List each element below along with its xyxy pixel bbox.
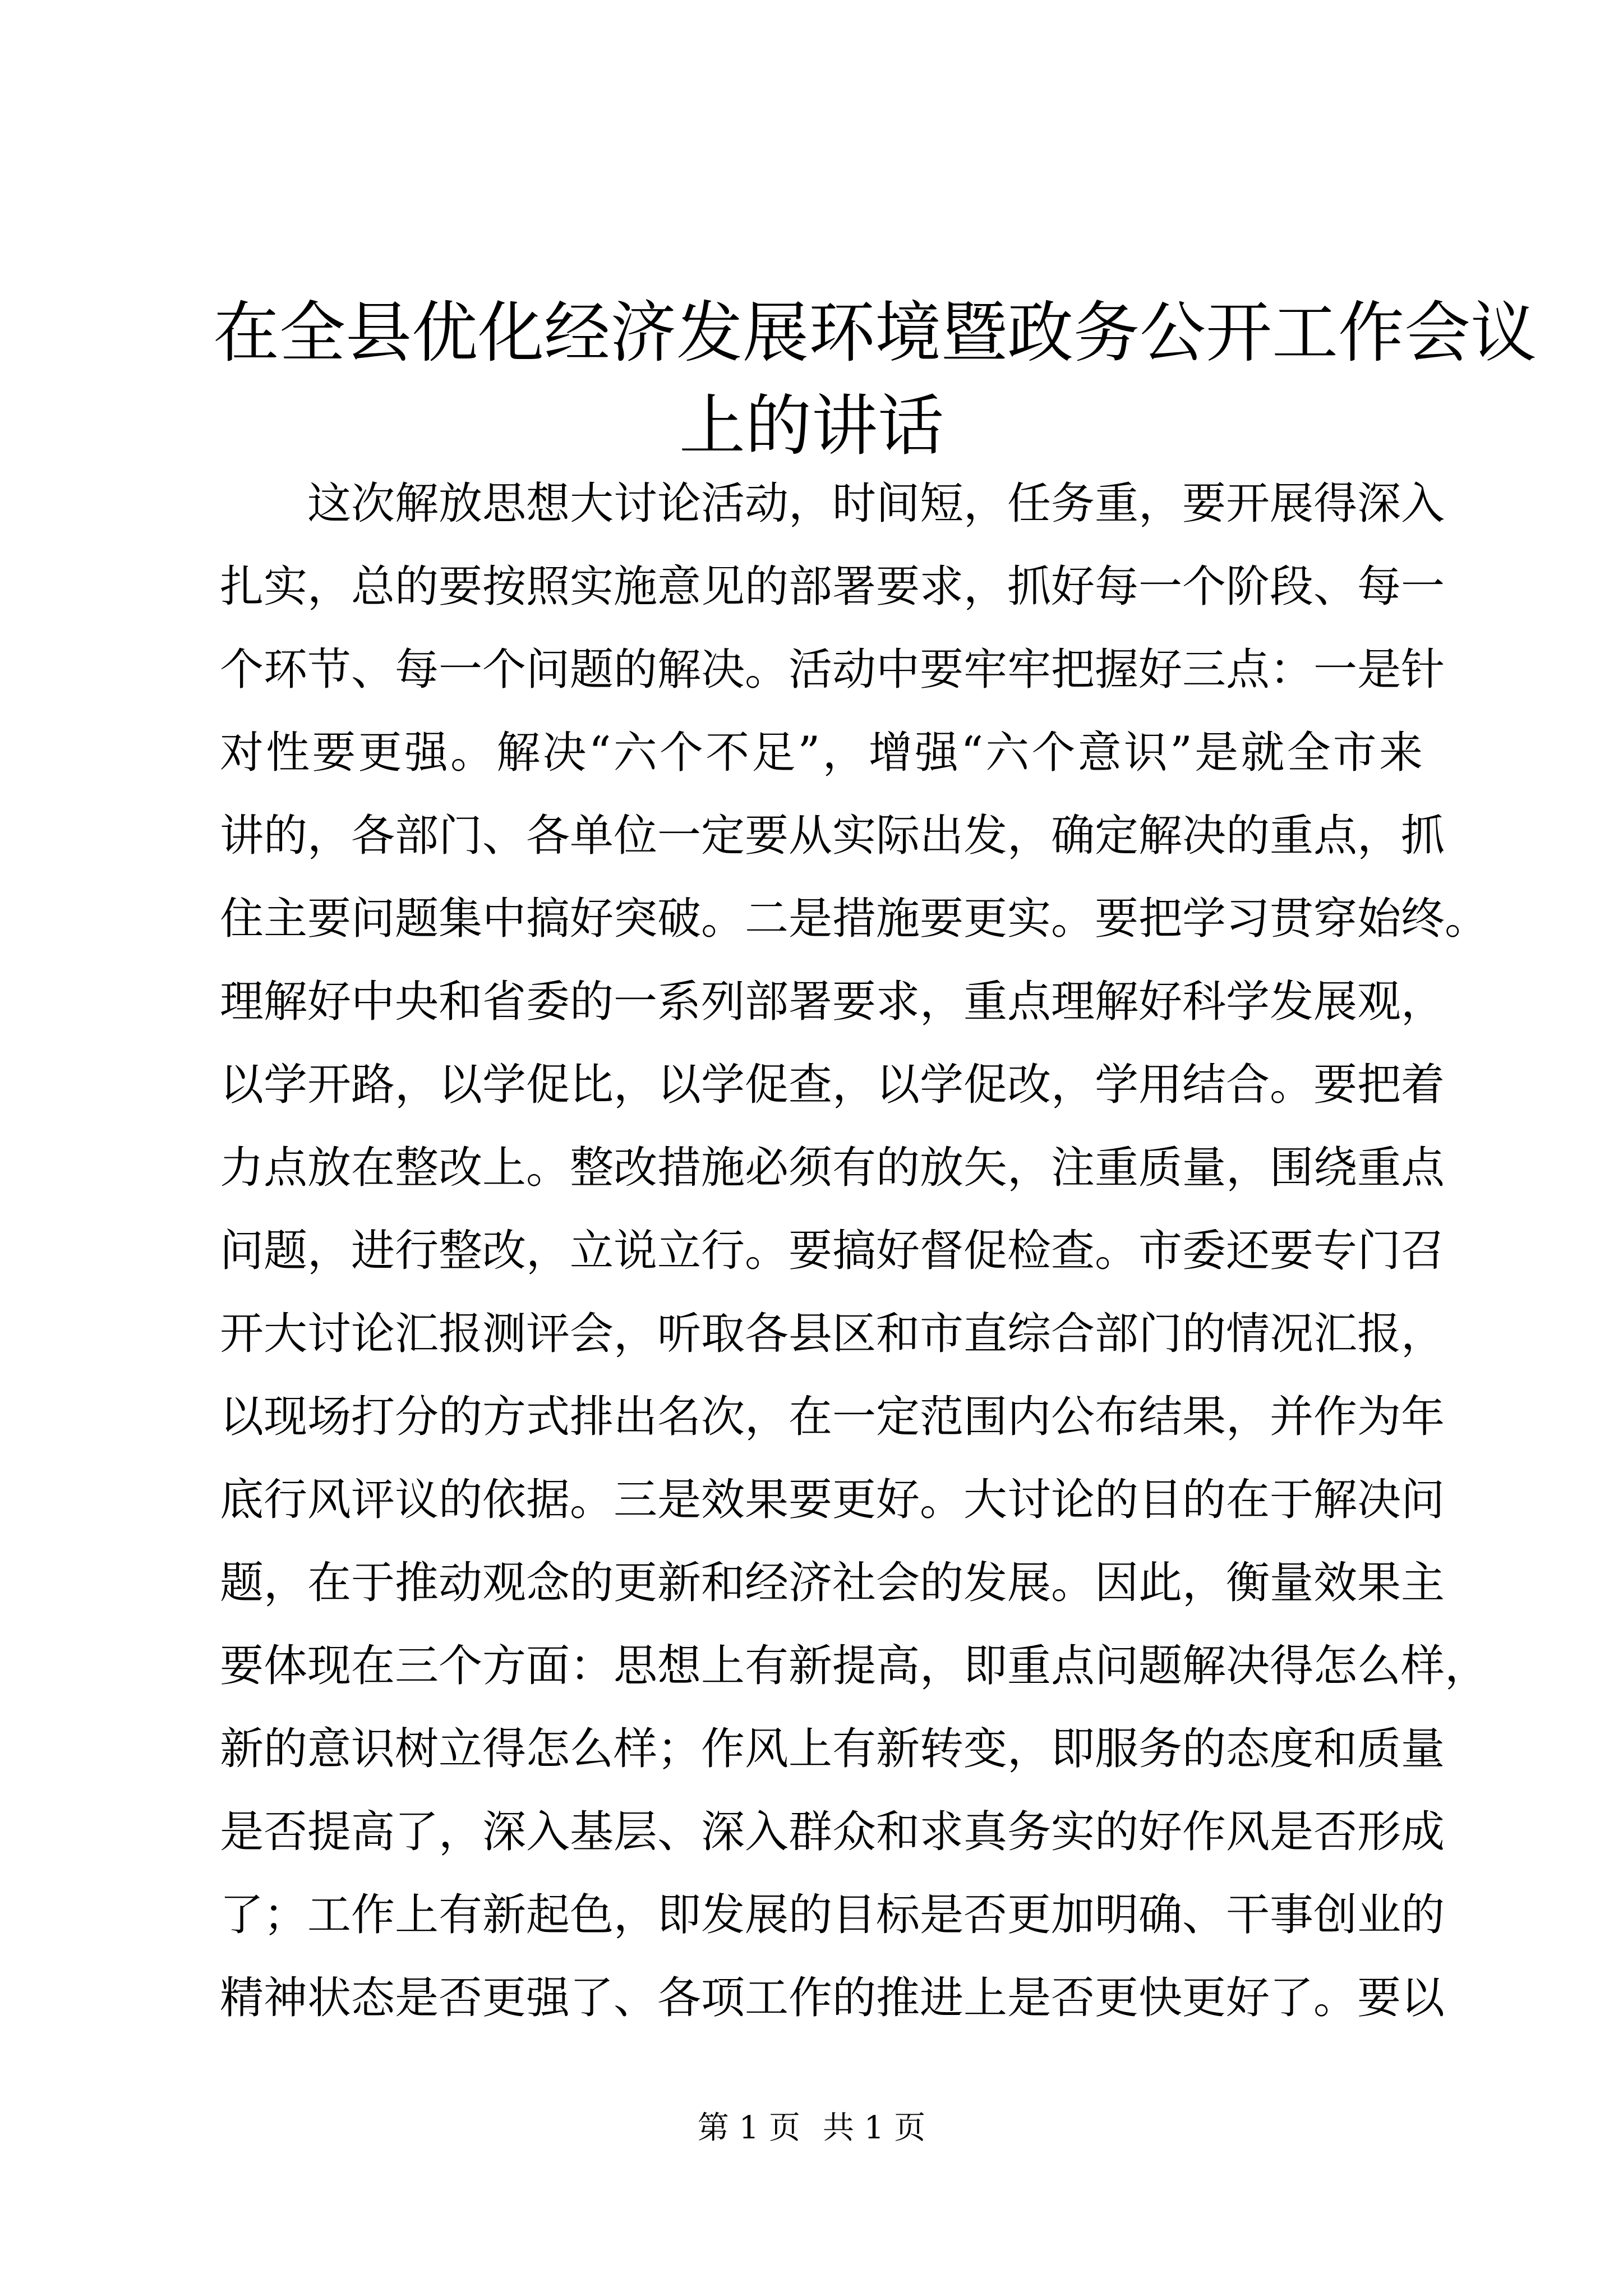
body-line: 了；工作上有新起色，即发展的目标是否更加明确、干事创业的 — [220, 1890, 1445, 1940]
body-line: 扎实，总的要按照实施意见的部署要求，抓好每一个阶段、每一 — [220, 562, 1445, 612]
title-line-2: 上的讲话 — [679, 387, 944, 464]
title-line-1: 在全县优化经济发展环境暨政务公开工作会议 — [213, 294, 1537, 371]
body-line: 这次解放思想大讨论活动，时间短，任务重，要开展得深入 — [307, 478, 1445, 529]
body-line: 开大讨论汇报测评会，听取各县区和市直综合部门的情况汇报， — [220, 1309, 1445, 1359]
body-line: 是否提高了，深入基层、深入群众和求真务实的好作风是否形成 — [220, 1807, 1445, 1857]
body-line: 以现场打分的方式排出名次，在一定范围内公布结果，并作为年 — [220, 1392, 1445, 1442]
page-number: 第 1 页 — [697, 2110, 800, 2146]
page-footer — [0, 2108, 1623, 2148]
body-line: 住主要问题集中搞好突破。二是措施要更实。要把学习贯穿始终。 — [220, 894, 1489, 944]
body-line: 精神状态是否更强了、各项工作的推进上是否更快更好了。要以 — [220, 1973, 1445, 2023]
body-line: 题，在于推动观念的更新和经济社会的发展。因此，衡量效果主 — [220, 1558, 1445, 1608]
body-line: 新的意识树立得怎么样；作风上有新转变，即服务的态度和质量 — [220, 1724, 1445, 1774]
body-line: 个环节、每一个问题的解决。活动中要牢牢把握好三点：一是针 — [220, 645, 1445, 695]
document-title — [213, 286, 1537, 472]
body-line: 底行风评议的依据。三是效果要更好。大讨论的目的在于解决问 — [220, 1475, 1445, 1525]
page-total: 共 1 页 — [823, 2110, 926, 2146]
body-line: 理解好中央和省委的一系列部署要求，重点理解好科学发展观， — [220, 977, 1445, 1027]
body-line: 问题，进行整改，立说立行。要搞好督促检查。市委还要专门召 — [220, 1226, 1445, 1276]
body-line: 力点放在整改上。整改措施必须有的放矢，注重质量，围绕重点 — [220, 1143, 1445, 1193]
document-body — [220, 462, 1489, 2040]
body-line: 对性要更强。解决“六个不足”，增强“六个意识”是就全市来 — [220, 728, 1423, 778]
body-line: 讲的，各部门、各单位一定要从实际出发，确定解决的重点，抓 — [220, 811, 1445, 861]
body-line: 要体现在三个方面：思想上有新提高，即重点问题解决得怎么样， — [220, 1641, 1489, 1691]
body-line: 以学开路，以学促比，以学促查，以学促改，学用结合。要把着 — [220, 1060, 1445, 1110]
